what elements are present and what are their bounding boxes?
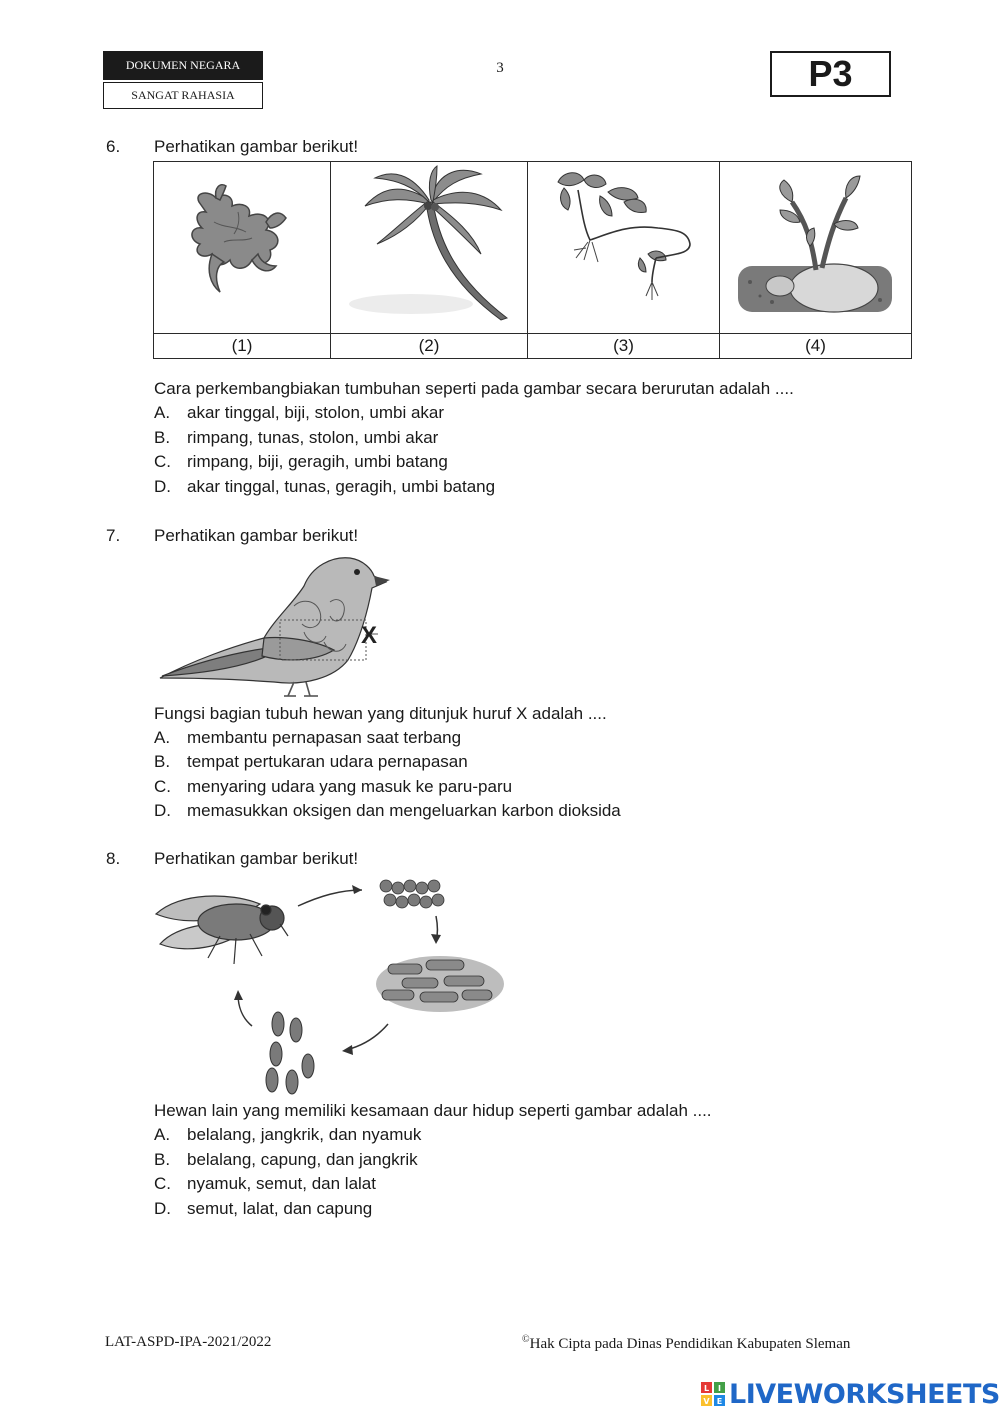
copyright-symbol: © — [522, 1334, 530, 1345]
answer-option-c[interactable] — [154, 1174, 376, 1194]
logo-letter: I — [718, 1384, 721, 1393]
answer-option-c[interactable] — [154, 777, 512, 797]
answer-option-a[interactable] — [154, 403, 444, 423]
image-label: (2) — [331, 334, 528, 359]
option-letter: D. — [154, 477, 171, 496]
footer-copyright — [522, 1334, 850, 1353]
question-number: 6. — [106, 137, 121, 156]
option-text: akar tinggal, biji, stolon, umbi akar — [187, 403, 445, 422]
bird-figure — [154, 550, 424, 700]
option-letter: B. — [154, 752, 171, 771]
option-letter: B. — [154, 1150, 171, 1169]
coconut-tree-image — [331, 162, 528, 334]
footer-exam-code: LAT-ASPD-IPA-2021/2022 — [105, 1334, 272, 1350]
paper-code: P3 — [770, 51, 891, 97]
option-letter: A. — [154, 1125, 171, 1144]
option-letter: A. — [154, 728, 171, 747]
ginger-rhizome-image — [154, 162, 331, 334]
image-label: (3) — [528, 334, 720, 359]
image-label: (4) — [720, 334, 912, 359]
option-text: rimpang, tunas, stolon, umbi akar — [187, 428, 439, 447]
answer-option-b[interactable] — [154, 428, 438, 448]
option-letter: D. — [154, 801, 171, 820]
answer-option-d[interactable] — [154, 477, 495, 497]
plant-image-table — [153, 161, 912, 359]
logo-letter: L — [703, 1384, 710, 1393]
stem-tuber-image — [720, 162, 912, 334]
option-text: semut, lalat, dan capung — [187, 1199, 373, 1218]
answer-option-b[interactable] — [154, 752, 468, 772]
option-letter: C. — [154, 452, 171, 471]
answer-option-a[interactable] — [154, 728, 461, 748]
brand-name: LIVEWORKSHEETS — [729, 1378, 1000, 1410]
logo-letter: E — [716, 1397, 723, 1406]
option-text: membantu pernapasan saat terbang — [187, 728, 462, 747]
option-text: rimpang, biji, geragih, umbi batang — [187, 452, 448, 471]
logo-letter: V — [703, 1397, 710, 1406]
option-text: menyaring udara yang masuk ke paru-paru — [187, 777, 513, 796]
question-number: 7. — [106, 526, 121, 545]
classification-label-top: DOKUMEN NEGARA — [103, 51, 263, 80]
option-text: belalang, capung, dan jangkrik — [187, 1150, 418, 1169]
strawberry-runner-image — [528, 162, 720, 334]
question-prompt: Perhatikan gambar berikut! — [154, 526, 359, 545]
page-number: 3 — [496, 60, 504, 76]
option-letter: B. — [154, 428, 171, 447]
answer-option-b[interactable] — [154, 1150, 418, 1170]
option-text: tempat pertukaran udara pernapasan — [187, 752, 468, 771]
answer-option-a[interactable] — [154, 1125, 421, 1145]
option-letter: A. — [154, 403, 171, 422]
option-letter: C. — [154, 1174, 171, 1193]
option-letter: C. — [154, 777, 171, 796]
answer-option-c[interactable] — [154, 452, 448, 472]
question-stem: Cara perkembangbiakan tumbuhan seperti pada gambar secara berurutan adalah .... — [154, 379, 794, 398]
question-stem: Hewan lain yang memiliki kesamaan daur hidup seperti gambar adalah .... — [154, 1101, 712, 1120]
liveworksheets-blocks-icon — [700, 1381, 726, 1407]
figure-label-x: X — [361, 622, 378, 649]
answer-option-d[interactable] — [154, 1199, 372, 1219]
answer-option-d[interactable] — [154, 801, 621, 821]
question-prompt: Perhatikan gambar berikut! — [154, 849, 359, 868]
copyright-text: Hak Cipta pada Dinas Pendidikan Kabupaten Sleman — [529, 1336, 851, 1352]
option-letter: D. — [154, 1199, 171, 1218]
option-text: memasukkan oksigen dan mengeluarkan karbon dioksida — [187, 801, 621, 820]
question-prompt: Perhatikan gambar berikut! — [154, 137, 359, 156]
question-number: 8. — [106, 849, 121, 868]
question-stem: Fungsi bagian tubuh hewan yang ditunjuk huruf X adalah .... — [154, 704, 607, 723]
option-text: belalang, jangkrik, dan nyamuk — [187, 1125, 422, 1144]
classification-label-bottom: SANGAT RAHASIA — [103, 82, 263, 109]
option-text: nyamuk, semut, dan lalat — [187, 1174, 376, 1193]
option-text: akar tinggal, tunas, geragih, umbi batang — [187, 477, 496, 496]
fly-life-cycle-figure — [150, 874, 510, 1096]
liveworksheets-logo[interactable] — [700, 1378, 1000, 1410]
image-label: (1) — [154, 334, 331, 359]
